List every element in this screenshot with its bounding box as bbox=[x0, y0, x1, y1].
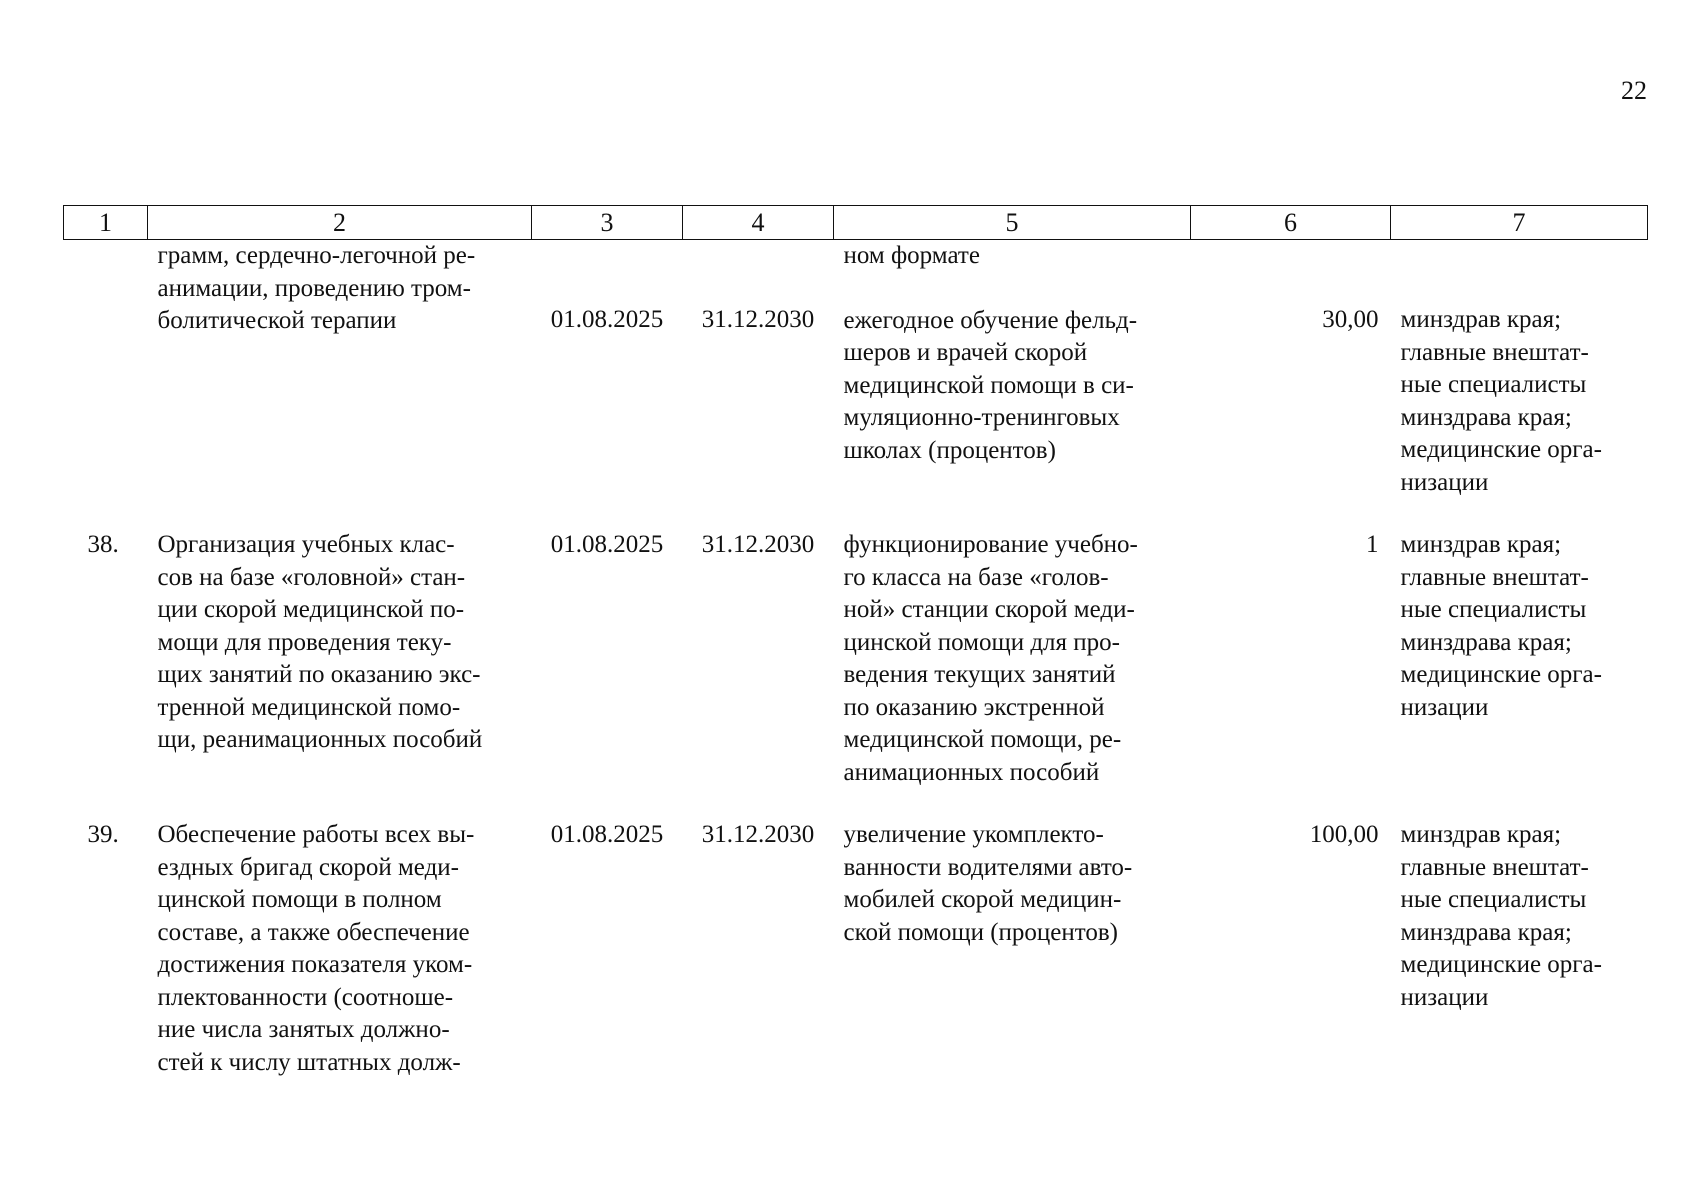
column-header-1: 1 bbox=[64, 206, 148, 240]
end-date: 31.12.2030 bbox=[701, 821, 815, 848]
responsible-text: минздрав края; главные внештат- ные специалисты минздрава края; медицинские орга- низации bbox=[1400, 531, 1602, 721]
action-text: Организация учебных клас- сов на базе «головной» стан- ции скорой медицинской по- мощи для проведения теку- щих занятий по оказанию экс- тренной медицинской помо- щи, реанимационных пособий bbox=[157, 531, 483, 753]
column-header-5: 5 bbox=[834, 206, 1191, 240]
start-date: 01.08.2025 bbox=[550, 821, 664, 848]
column-header-6: 6 bbox=[1191, 206, 1391, 240]
end-date: 31.12.2030 bbox=[701, 531, 815, 558]
column-header-3: 3 bbox=[532, 206, 683, 240]
table-header bbox=[64, 206, 1648, 240]
value-cell bbox=[1191, 240, 1391, 530]
indicator-text: увеличение укомплекто- ванности водителями авто- мобилей скорой медицин- ской помощи (процентов) bbox=[843, 821, 1133, 946]
row-number bbox=[64, 240, 148, 530]
column-header-7: 7 bbox=[1391, 206, 1648, 240]
table-row bbox=[64, 529, 1648, 819]
responsible-text: минздрав края; главные внештат- ные специалисты минздрава края; медицинские орга- низации bbox=[1400, 821, 1602, 1011]
end-date-cell bbox=[683, 240, 834, 530]
action-text: Обеспечение работы всех вы- ездных бригад скорой меди- цинской помощи в полном составе, а также обеспечение достижения показателя уком- плектованности (соотноше- ние числа занятых должно- стей к числу штатных долж- bbox=[157, 821, 475, 1076]
action-text: грамм, сердечно-легочной ре- анимации, проведению тром- болитической терапии bbox=[157, 242, 476, 334]
column-header-4: 4 bbox=[683, 206, 834, 240]
target-value: 100,00 bbox=[1309, 821, 1379, 848]
start-date-cell bbox=[532, 240, 683, 530]
table-row bbox=[64, 819, 1648, 1109]
indicator-text: ежегодное обучение фельд- шеров и врачей скорой медицинской помощи в си- муляционно-тренинговых школах (процентов) bbox=[843, 306, 1138, 464]
measures-table bbox=[63, 205, 1648, 1109]
column-header-2: 2 bbox=[148, 206, 532, 240]
start-date: 01.08.2025 bbox=[550, 306, 664, 333]
table-row-continuation bbox=[64, 240, 1648, 530]
result-tail: ном формате bbox=[843, 242, 980, 269]
indicator-cell bbox=[834, 240, 1191, 530]
responsible-cell bbox=[1391, 240, 1648, 530]
row-number: 39. bbox=[87, 821, 119, 848]
end-date: 31.12.2030 bbox=[701, 306, 815, 333]
responsible-text: минздрав края; главные внештат- ные специалисты минздрава края; медицинские орга- низации bbox=[1400, 306, 1602, 496]
target-value: 1 bbox=[1366, 531, 1379, 558]
page-number: 22 bbox=[1621, 76, 1647, 105]
target-value: 30,00 bbox=[1322, 306, 1379, 333]
start-date: 01.08.2025 bbox=[550, 531, 664, 558]
row-number: 38. bbox=[87, 531, 119, 558]
indicator-text: функционирование учебно- го класса на базе «голов- ной» станции скорой меди- цинской помощи для про- ведения текущих занятий по оказанию экстренной медицинской помощи, ре- анимационных пособий bbox=[843, 531, 1138, 786]
